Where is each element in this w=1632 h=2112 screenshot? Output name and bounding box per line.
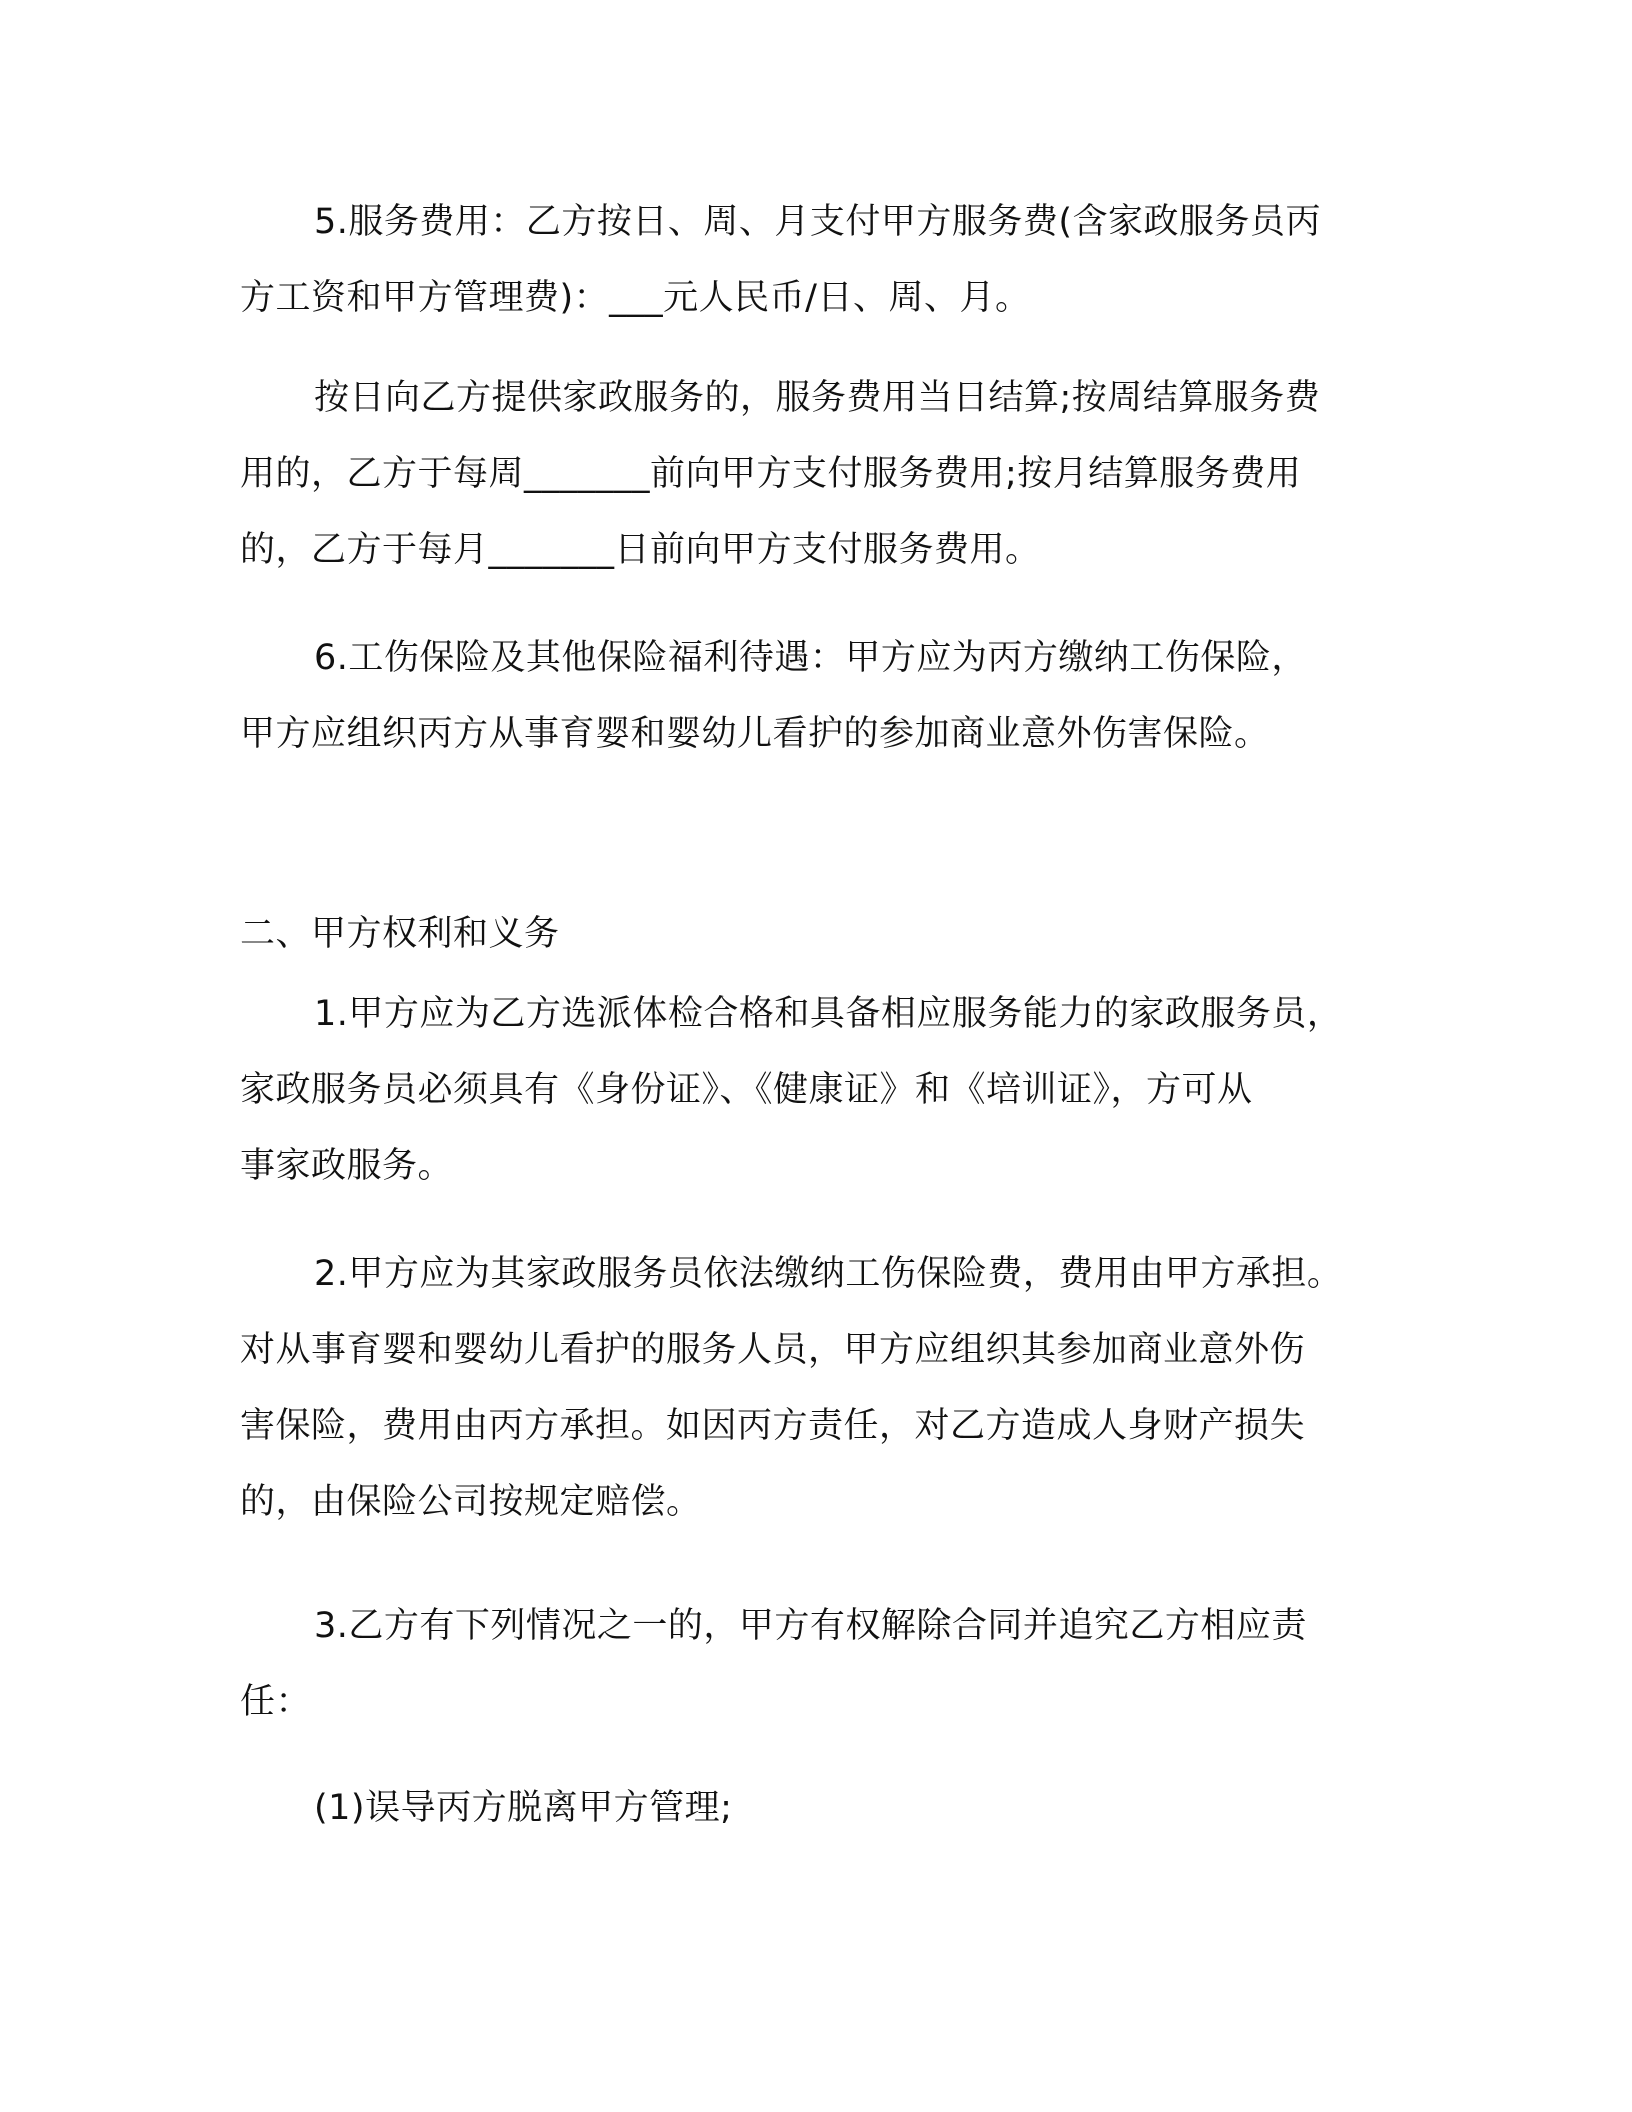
- text-line: 5.服务费用：乙方按日、周、月支付甲方服务费(含家政服务员丙: [314, 202, 1322, 242]
- section-heading-text: 二、甲方权利和义务: [240, 914, 560, 954]
- text-line: (1)误导丙方脱离甲方管理;: [314, 1788, 733, 1828]
- paragraph-section-2-item-1: [240, 976, 1370, 1204]
- text-line: 甲方应组织丙方从事育婴和婴幼儿看护的参加商业意外伤害保险。: [240, 714, 1270, 754]
- paragraph-section-2-item-3: [240, 1588, 1370, 1740]
- text-line: 3.乙方有下列情况之一的，甲方有权解除合同并追究乙方相应责: [314, 1606, 1307, 1646]
- text-line: 6.工伤保险及其他保险福利待遇：甲方应为丙方缴纳工伤保险，: [314, 638, 1307, 678]
- paragraph-insurance: [240, 620, 1370, 772]
- text-line: 害保险，费用由丙方承担。如因丙方责任，对乙方造成人身财产损失: [240, 1406, 1306, 1446]
- paragraph-service-fee: [240, 184, 1370, 336]
- text-line: 2.甲方应为其家政服务员依法缴纳工伤保险费，费用由甲方承担。: [314, 1254, 1343, 1294]
- text-line: 方工资和甲方管理费)：___元人民币/日、周、月。: [240, 278, 1031, 318]
- text-line: 按日向乙方提供家政服务的，服务费用当日结算;按周结算服务费: [314, 378, 1321, 418]
- text-line: 家政服务员必须具有《身份证》、《健康证》和《培训证》，方可从: [240, 1070, 1253, 1110]
- paragraph-section-2-item-2: [240, 1236, 1370, 1540]
- text-line: 1.甲方应为乙方选派体检合格和具备相应服务能力的家政服务员，: [314, 994, 1343, 1034]
- paragraph-settlement-terms: [240, 360, 1370, 588]
- text-line: 事家政服务。: [240, 1146, 454, 1186]
- text-line: 对从事育婴和婴幼儿看护的服务人员，甲方应组织其参加商业意外伤: [240, 1330, 1306, 1370]
- text-line: 的，由保险公司按规定赔偿。: [240, 1482, 702, 1522]
- paragraph-section-2-item-3-sub-1: [240, 1770, 1370, 1846]
- text-line: 用的，乙方于每周_______前向甲方支付服务费用;按月结算服务费用: [240, 454, 1302, 494]
- text-line: 任：: [240, 1682, 312, 1722]
- section-heading: [240, 896, 1370, 972]
- text-line: 的，乙方于每月_______日前向甲方支付服务费用。: [240, 530, 1041, 570]
